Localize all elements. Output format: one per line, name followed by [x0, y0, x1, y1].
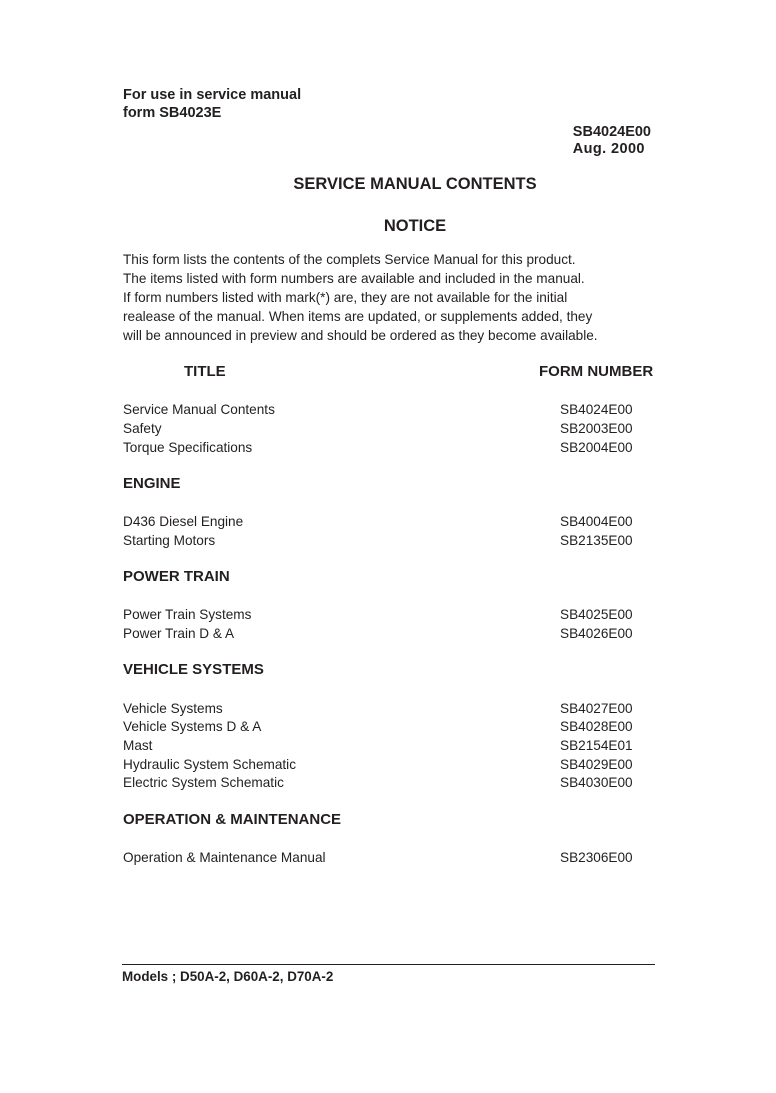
usage-note-line-2: form SB4023E — [123, 105, 222, 121]
item-title: Vehicle Systems — [123, 701, 223, 716]
contents-row — [123, 419, 643, 438]
contents-row — [123, 848, 643, 867]
item-form-number: SB4030E00 — [560, 775, 633, 790]
form-id-block — [573, 124, 651, 158]
contents-row — [123, 531, 643, 550]
item-form-number: SB4029E00 — [560, 757, 633, 772]
contents-row — [123, 400, 643, 419]
form-number: SB4024E00 — [572, 124, 651, 140]
item-form-number: SB2004E00 — [560, 440, 633, 455]
footer-models: Models ; D50A-2, D60A-2, D70A-2 — [122, 969, 334, 984]
usage-note — [123, 86, 301, 122]
item-title: Service Manual Contents — [123, 402, 275, 417]
contents-row — [123, 438, 643, 457]
contents-row — [123, 717, 643, 736]
notice-heading: NOTICE — [383, 217, 447, 235]
item-title: Electric System Schematic — [123, 775, 284, 790]
column-header-form-number: FORM NUMBER — [539, 363, 654, 380]
contents-row — [123, 605, 643, 624]
form-date: Aug. 2000 — [572, 141, 645, 157]
item-form-number: SB4026E00 — [560, 626, 633, 641]
item-form-number: SB4025E00 — [560, 607, 633, 622]
item-form-number: SB4027E00 — [560, 701, 633, 716]
footer-rule — [122, 964, 655, 965]
notice-line: This form lists the contents of the complets Service Manual for this product. — [123, 252, 576, 267]
item-form-number: SB2154E01 — [560, 738, 633, 753]
notice-line: If form numbers listed with mark(*) are, they are not available for the initial — [123, 289, 568, 305]
item-title: D436 Diesel Engine — [123, 514, 244, 529]
item-title: Safety — [123, 421, 162, 436]
notice-text — [123, 251, 643, 346]
item-form-number: SB2306E00 — [560, 850, 633, 865]
column-header-title: TITLE — [184, 363, 226, 380]
usage-note-line-1: For use in service manual — [123, 87, 302, 103]
item-form-number: SB4004E00 — [560, 514, 633, 529]
page-title: SERVICE MANUAL CONTENTS — [293, 175, 537, 193]
notice-line: realease of the manual. When items are updated, or supplements added, they — [123, 308, 593, 324]
notice-line: The items listed with form numbers are available and included in the manual. — [123, 270, 585, 286]
item-title: Starting Motors — [123, 533, 216, 548]
section-heading-power-train: POWER TRAIN — [123, 568, 230, 585]
item-title: Torque Specifications — [123, 440, 253, 455]
item-form-number: SB4024E00 — [560, 402, 633, 417]
contents-row — [123, 512, 643, 531]
item-title: Vehicle Systems D & A — [123, 719, 262, 734]
contents-row — [123, 755, 643, 774]
item-form-number: SB2135E00 — [560, 533, 633, 548]
section-heading-engine: ENGINE — [123, 475, 181, 492]
contents-row — [123, 773, 643, 792]
contents-row — [123, 736, 643, 755]
item-title: Power Train D & A — [123, 626, 235, 641]
section-heading-operation-maintenance: OPERATION & MAINTENANCE — [123, 811, 342, 828]
item-form-number: SB4028E00 — [560, 719, 633, 734]
item-form-number: SB2003E00 — [560, 421, 633, 436]
contents-row — [123, 624, 643, 643]
notice-line: will be announced in preview and should be ordered as they become available. — [123, 327, 598, 343]
item-title: Mast — [123, 738, 153, 753]
contents-row — [123, 699, 643, 718]
item-title: Power Train Systems — [123, 607, 252, 622]
section-heading-vehicle-systems: VEHICLE SYSTEMS — [123, 661, 264, 678]
item-title: Operation & Maintenance Manual — [123, 850, 326, 865]
item-title: Hydraulic System Schematic — [123, 757, 296, 772]
